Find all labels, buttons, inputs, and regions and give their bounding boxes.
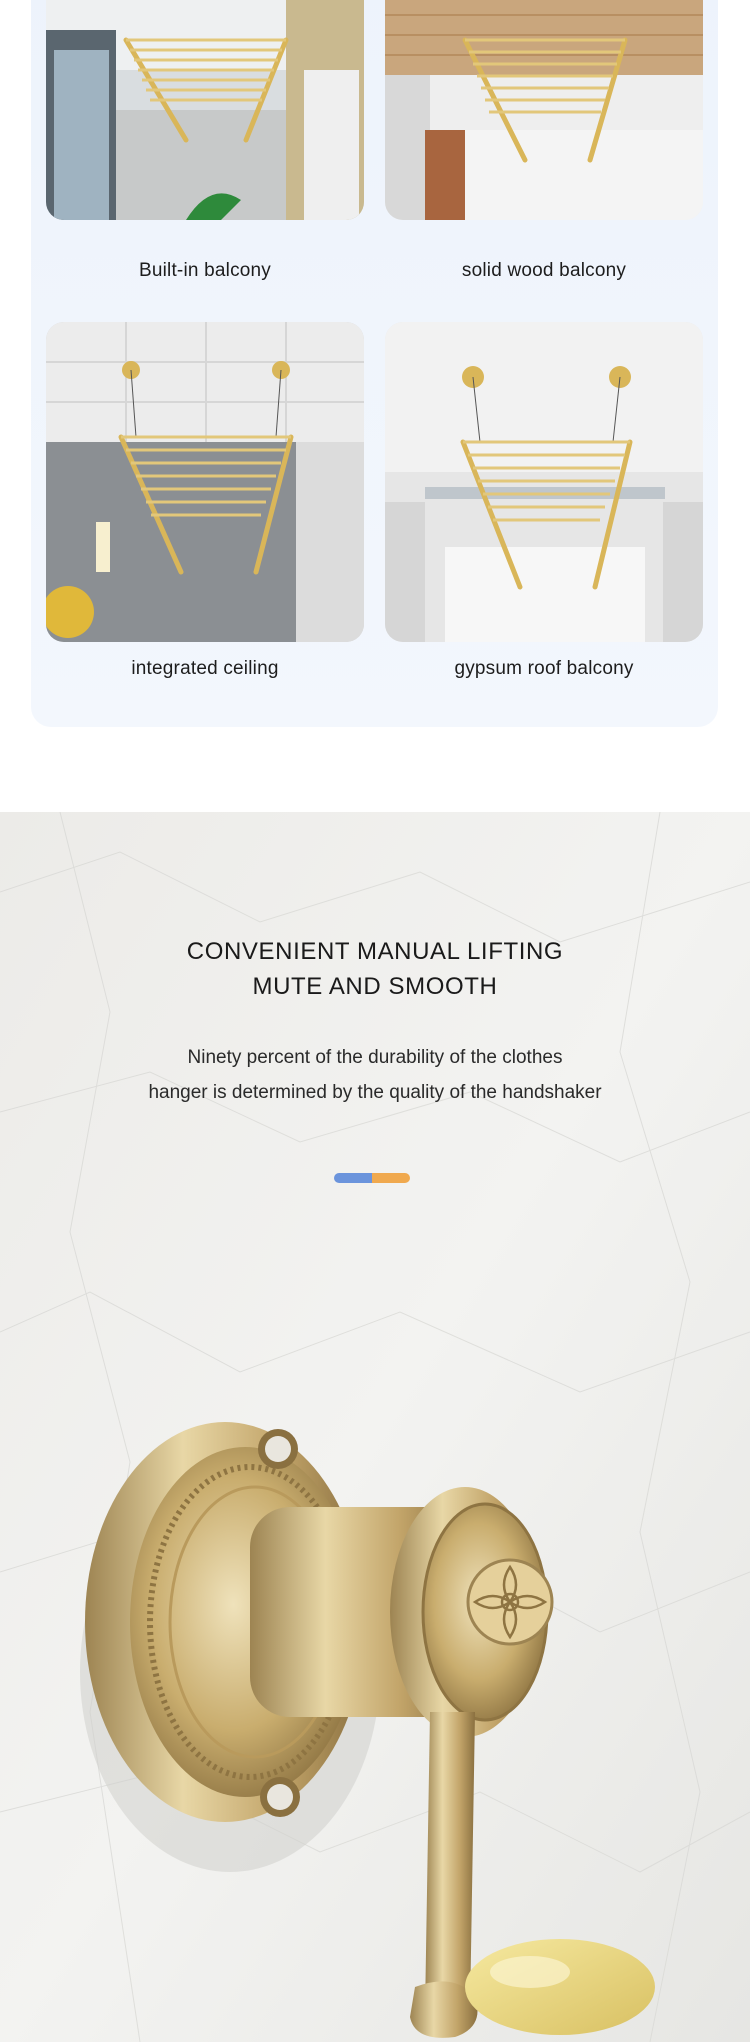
- description-line-1: Ninety percent of the durability of the clothes: [187, 1047, 563, 1068]
- accent-divider-blue: [334, 1173, 372, 1183]
- solid-wood-balcony-photo: [385, 0, 703, 220]
- headline-line-2: MUTE AND SMOOTH: [252, 973, 498, 1000]
- built-in-balcony-caption: Built-in balcony: [138, 260, 272, 281]
- solid-wood-balcony-caption: solid wood balcony: [461, 260, 627, 281]
- hand-crank-illustration: [0, 1242, 750, 2042]
- accent-divider: [334, 1173, 410, 1183]
- gypsum-roof-balcony-caption: gypsum roof balcony: [454, 658, 634, 679]
- integrated-ceiling-photo: [46, 322, 364, 642]
- installation-scenarios-card: [31, 0, 718, 727]
- integrated-ceiling-caption: integrated ceiling: [131, 658, 279, 679]
- headline-line-1: CONVENIENT MANUAL LIFTING: [186, 938, 564, 965]
- description-line-2: hanger is determined by the quality of the handshaker: [148, 1082, 602, 1103]
- gypsum-roof-balcony-photo: [385, 322, 703, 642]
- hand-crank-section: [0, 812, 750, 2042]
- feature-headline: [0, 934, 750, 1004]
- built-in-balcony-photo: [46, 0, 364, 220]
- feature-description: [0, 1040, 750, 1110]
- accent-divider-orange: [372, 1173, 410, 1183]
